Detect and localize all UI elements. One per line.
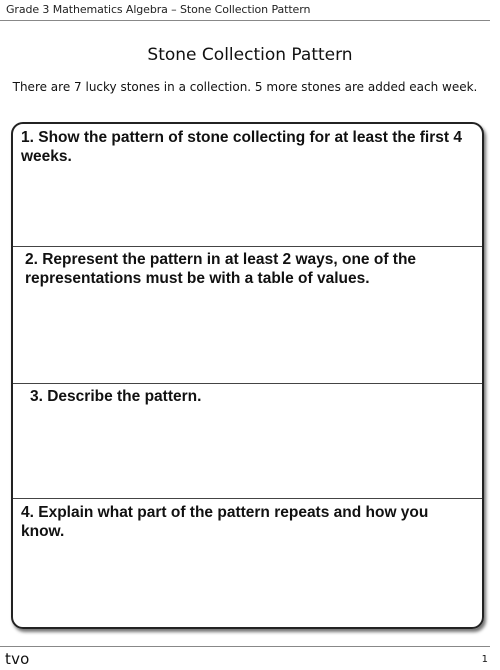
question-1-answer-area[interactable] bbox=[13, 124, 482, 246]
question-3-text: 3. Describe the pattern. bbox=[30, 388, 202, 405]
header-divider bbox=[0, 20, 490, 21]
problem-statement: There are 7 lucky stones in a collection. 5 more stones are added each week. bbox=[12, 80, 478, 94]
question-table bbox=[11, 122, 484, 629]
page-title: Stone Collection Pattern bbox=[147, 45, 353, 65]
tvo-logo: tvo bbox=[5, 650, 30, 668]
question-2-answer-area[interactable] bbox=[13, 246, 482, 383]
footer-divider bbox=[0, 646, 490, 647]
question-4-answer-area[interactable] bbox=[13, 498, 482, 629]
question-2-text: 2. Represent the pattern in at least 2 ways, one of the representations must be with a table of values. bbox=[25, 251, 417, 287]
running-header: Grade 3 Mathematics Algebra – Stone Collection Pattern bbox=[6, 3, 311, 16]
page-number: 1 bbox=[481, 654, 488, 665]
question-1-text: 1. Show the pattern of stone collecting for at least the first 4 weeks. bbox=[21, 129, 462, 165]
question-3-answer-area[interactable] bbox=[13, 383, 482, 498]
question-4-text: 4. Explain what part of the pattern repeats and how you know. bbox=[21, 504, 429, 540]
